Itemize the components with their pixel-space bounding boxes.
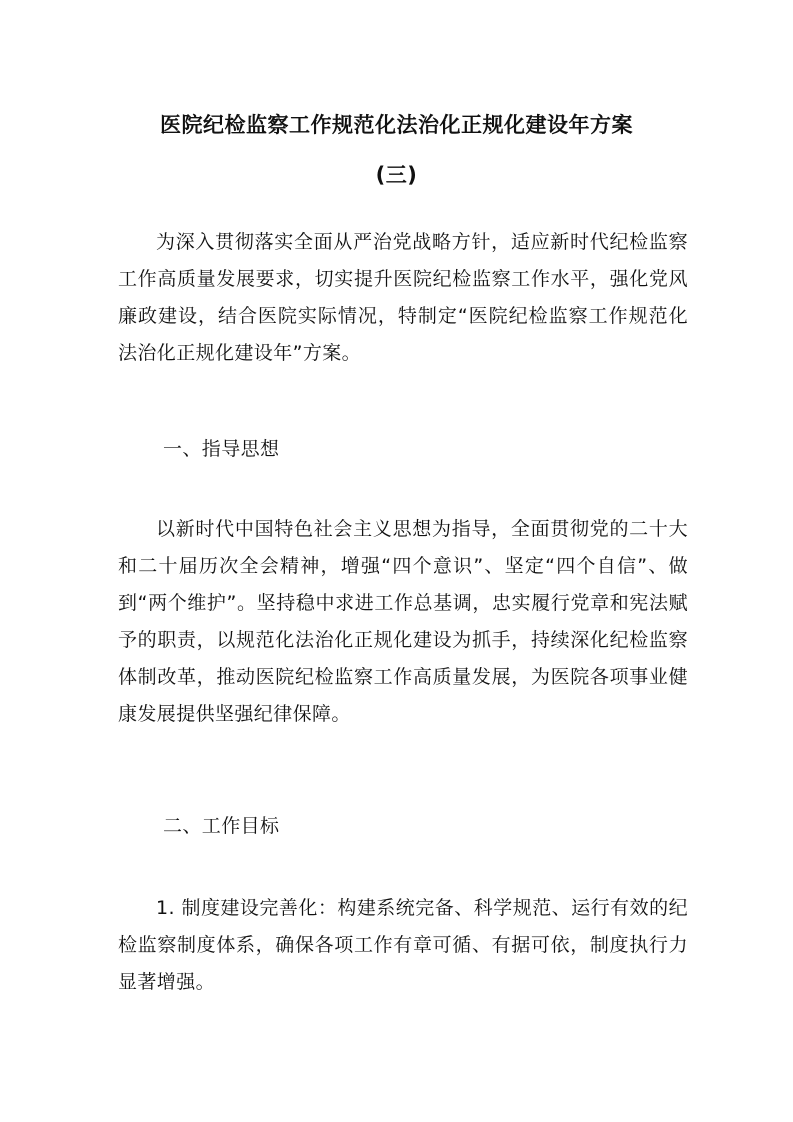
section-heading-guiding-ideology: 一、指导思想 <box>163 438 280 460</box>
guiding-ideology-paragraph: 以新时代中国特色社会主义思想为指导，全面贯彻党的二十大和二十届历次全会精神，增强“四个意识”、坚定“四个自信”、做到“两个维护”。坚持稳中求进工作总基调，忠实履行党章和宪法赋予的职责，以规范化法治化正规化建设为抓手，持续深化纪检监察体制改革，推动医院纪检监察工作高质量发展，为医院各项事业健康发展提供坚强纪律保障。 <box>118 518 688 725</box>
work-goal-item-1: 1. 制度建设完善化：构建系统完备、科学规范、运行有效的纪检监察制度体系，确保各项工作有章可循、有据可依，制度执行力显著增强。 <box>118 897 688 993</box>
intro-paragraph: 为深入贯彻落实全面从严治党战略方针，适应新时代纪检监察工作高质量发展要求，切实提升医院纪检监察工作水平，强化党风廉政建设，结合医院实际情况，特制定“医院纪检监察工作规范化法治化正规化建设年”方案。 <box>118 231 688 364</box>
title-line-main: 医院纪检监察工作规范化法治化正规化建设年方案 <box>160 113 633 137</box>
guiding-ideology-paragraph-block <box>118 511 688 733</box>
work-goal-item-block <box>118 890 688 1001</box>
title-line-sub: (三) <box>375 163 418 187</box>
intro-paragraph-block <box>118 224 688 372</box>
section-heading-work-goals: 二、工作目标 <box>163 815 280 837</box>
document-title <box>0 100 793 200</box>
